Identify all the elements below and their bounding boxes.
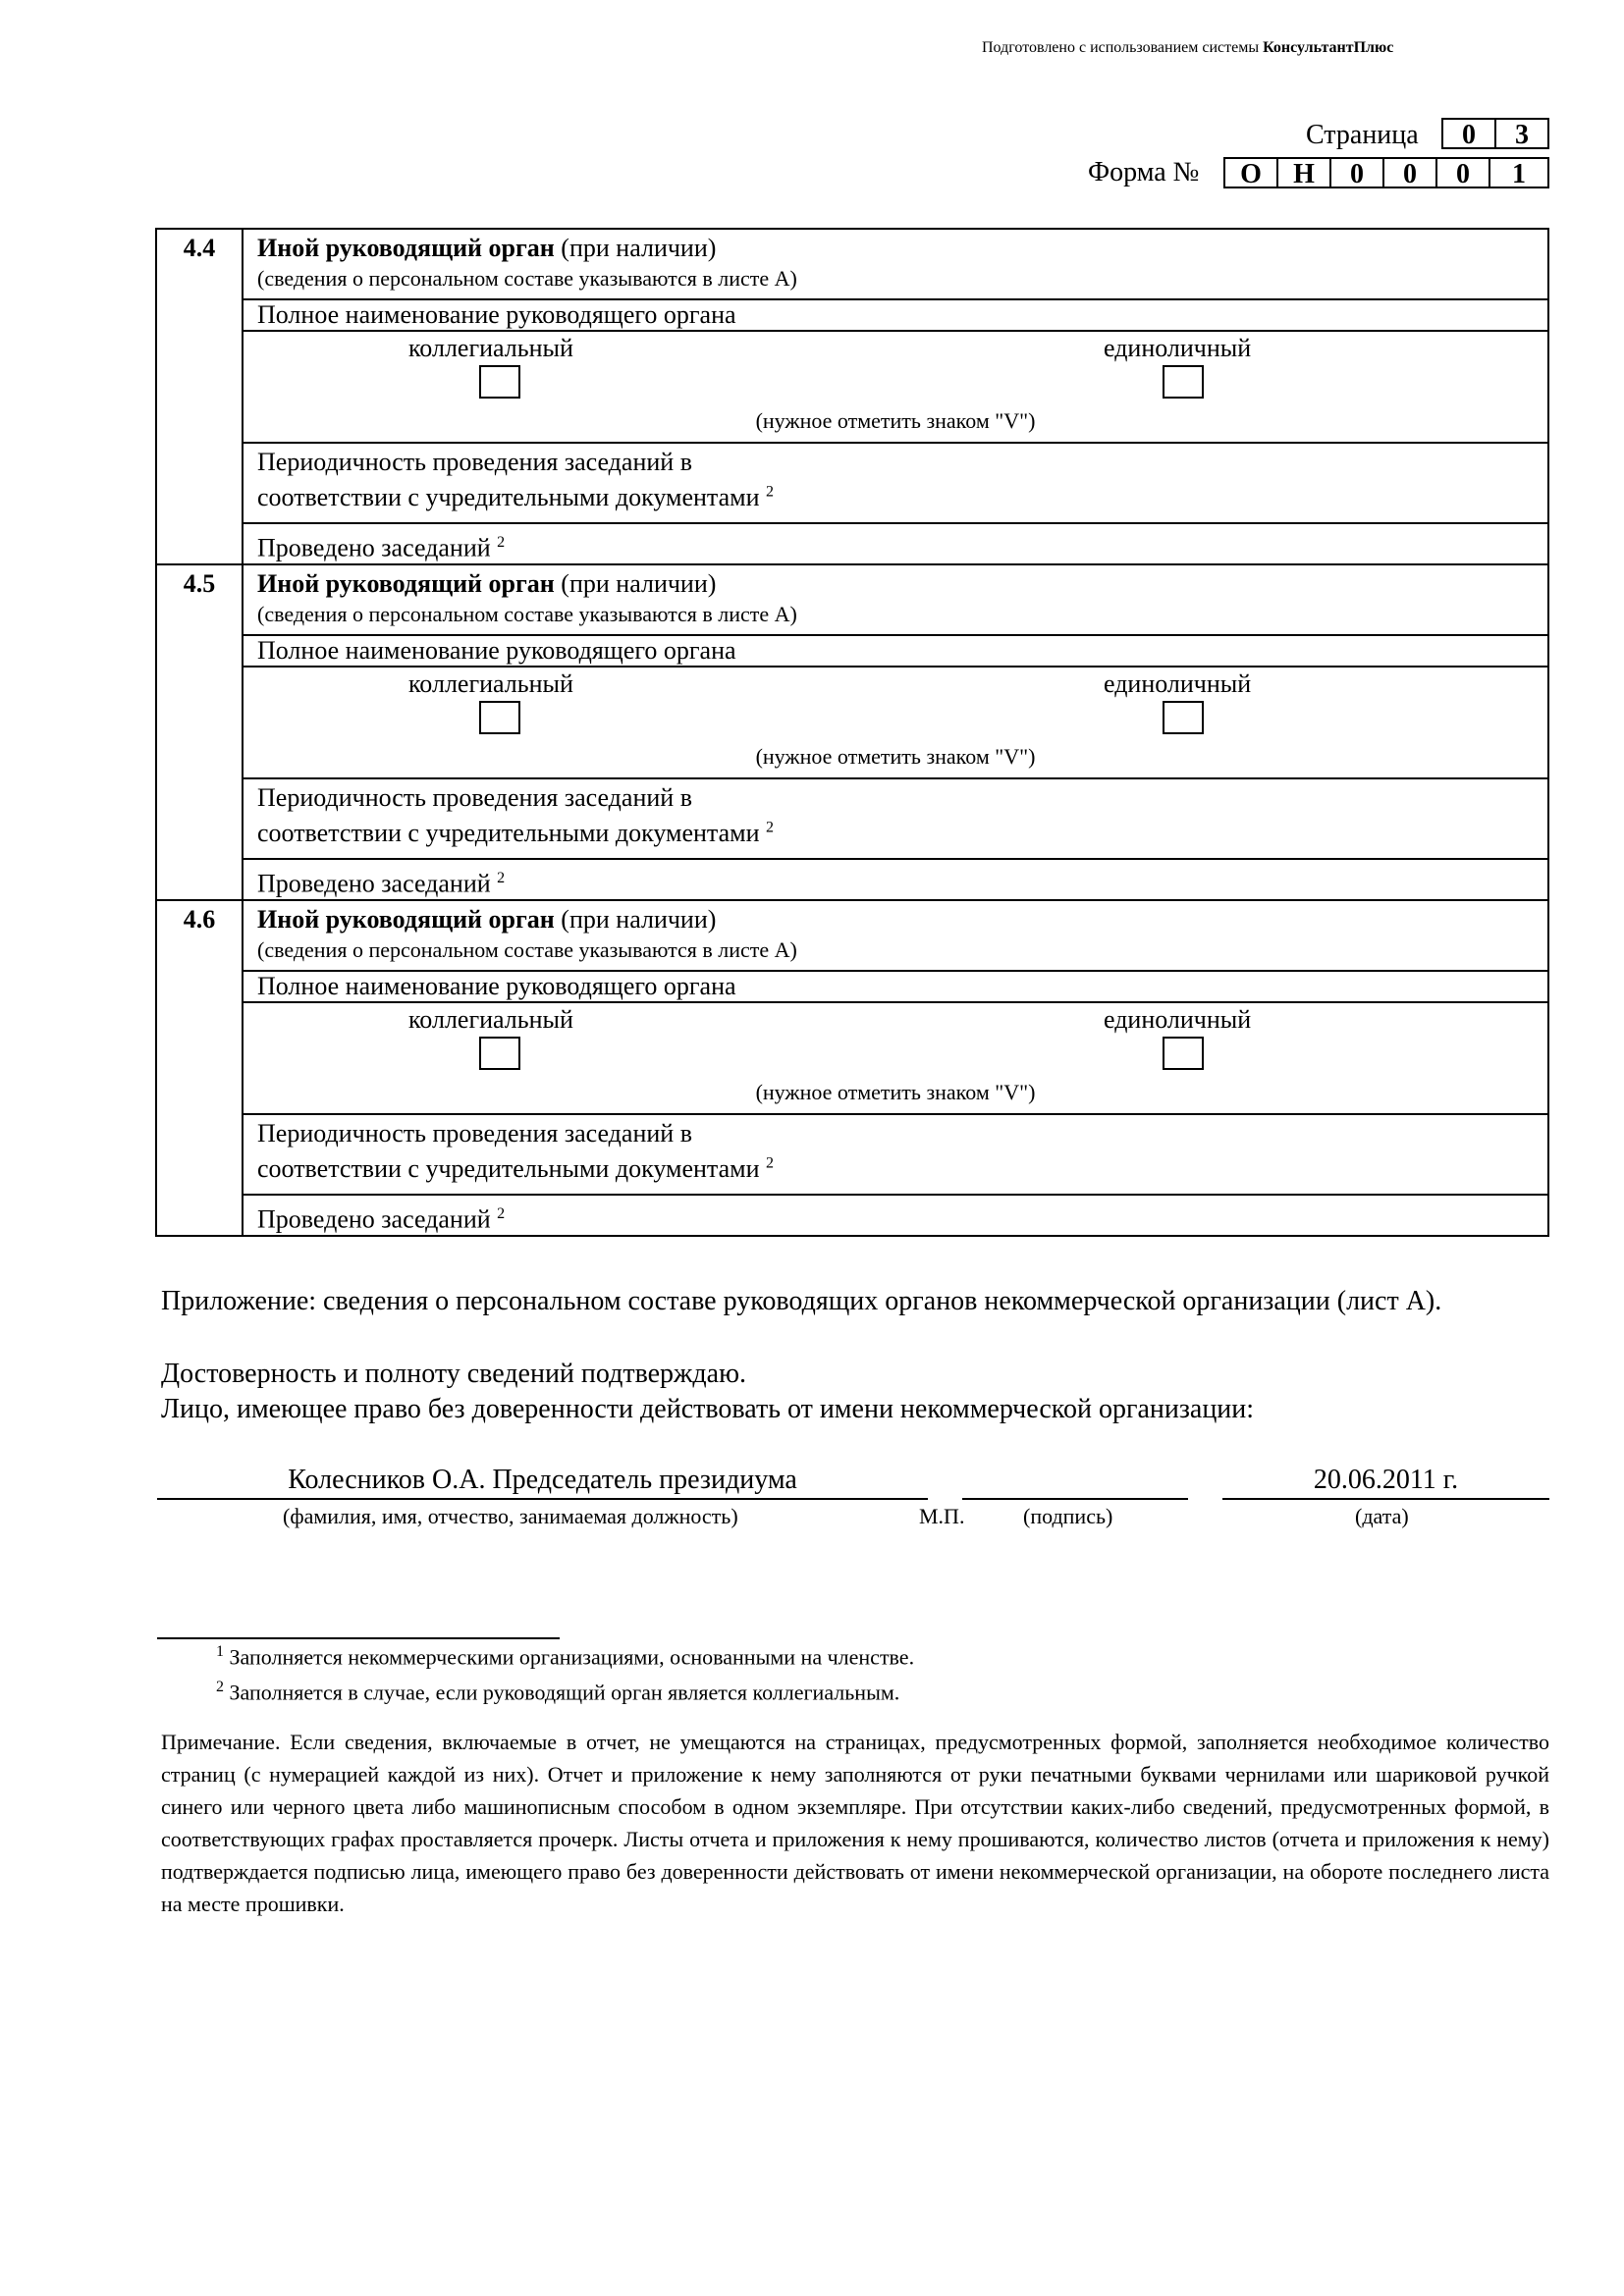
title-bold: Иной руководящий орган xyxy=(257,569,555,598)
held-label: Проведено заседаний xyxy=(257,869,491,898)
held-label: Проведено заседаний xyxy=(257,1204,491,1234)
full-name-field[interactable]: Полное наименование руководящего органа xyxy=(243,299,1548,331)
section-subtitle: (сведения о персональном составе указываются в листе А) xyxy=(257,937,797,962)
form-char-1: О xyxy=(1223,157,1278,188)
note-paragraph: Примечание. Если сведения, включаемые в отчет, не умещаются на страницах, предусмотренных формой, заполняется необходимое количество страниц (с нумерацией каждой из них). Отчет и приложение к нему заполняются от руки печатными буквами чернилами или шариковой ручкой синего или черного цвета либо машинописным способом в одном экземпляре. При отсутствии каких-либо сведений, предусмотренных формой, в соответствующих графах проставляется прочерк. Листы отчета и приложения к нему прошиваются, количество листов (отчета и приложения к нему) подтверждается подписью лица, имеющего право без доверенности действовать от имени некоммерческой организации, на обороте последнего листа на месте прошивки. xyxy=(161,1730,1549,1916)
period-line-1: Периодичность проведения заседаний в xyxy=(257,448,692,476)
section-title xyxy=(243,900,1548,971)
title-rest: (при наличии) xyxy=(554,905,717,934)
collegial-checkbox[interactable] xyxy=(479,701,520,734)
mp-caption: М.П. xyxy=(919,1504,965,1528)
title-rest: (при наличии) xyxy=(554,569,717,598)
section-number: 4.4 xyxy=(156,229,243,564)
meeting-periodicity-field[interactable] xyxy=(243,778,1548,859)
section-subtitle: (сведения о персональном составе указываются в листе А) xyxy=(257,266,797,291)
meeting-periodicity-field[interactable] xyxy=(243,1114,1548,1195)
form-char-5: 0 xyxy=(1435,157,1490,188)
name-line xyxy=(157,1498,928,1500)
date-line xyxy=(1222,1498,1549,1500)
date-caption: (дата) xyxy=(1355,1504,1409,1528)
form-char-3: 0 xyxy=(1329,157,1384,188)
period-line-1: Периодичность проведения заседаний в xyxy=(257,1119,692,1148)
type-choice xyxy=(243,667,1548,778)
confirm-line-1: Достоверность и полноту сведений подтверждаю. xyxy=(161,1359,746,1389)
title-rest: (при наличии) xyxy=(554,234,717,262)
full-name-field[interactable]: Полное наименование руководящего органа xyxy=(243,635,1548,667)
footnote-ref: 2 xyxy=(497,1205,506,1222)
full-name-field[interactable]: Полное наименование руководящего органа xyxy=(243,971,1548,1002)
form-char-6: 1 xyxy=(1489,157,1549,188)
signature-line[interactable] xyxy=(962,1498,1188,1500)
appendix-text: Приложение: сведения о персональном составе руководящих органов некоммерческой организации (лист А). xyxy=(161,1286,1442,1316)
signatory-name: Колесников О.А. Председатель президиума xyxy=(288,1465,797,1495)
type-choice xyxy=(243,1002,1548,1114)
date-value: 20.06.2011 г. xyxy=(1313,1465,1459,1495)
form-char-4: 0 xyxy=(1382,157,1437,188)
sole-checkbox[interactable] xyxy=(1163,365,1204,399)
type-choice xyxy=(243,331,1548,443)
footnote-text: Заполняется в случае, если руководящий орган является коллегиальным. xyxy=(229,1680,900,1705)
header-brand: КонсультантПлюс xyxy=(1263,39,1394,56)
footnote-ref: 2 xyxy=(766,819,774,836)
page-label: Страница xyxy=(1306,120,1419,150)
name-caption: (фамилия, имя, отчество, занимаемая должность) xyxy=(283,1504,738,1528)
footnote-text: Заполняется некоммерческими организациями, основанными на членстве. xyxy=(229,1644,915,1670)
section-number: 4.5 xyxy=(156,564,243,900)
period-line-1: Периодичность проведения заседаний в xyxy=(257,783,692,812)
section-title xyxy=(243,229,1548,299)
footnote-ref: 2 xyxy=(497,870,506,886)
section-number: 4.6 xyxy=(156,900,243,1236)
governing-bodies-table xyxy=(155,228,1549,1237)
form-char-2: Н xyxy=(1276,157,1331,188)
title-bold: Иной руководящий орган xyxy=(257,234,555,262)
mark-hint: (нужное отметить знаком "V") xyxy=(755,1080,1036,1104)
title-bold: Иной руководящий орган xyxy=(257,905,555,934)
collegial-label: коллегиальный xyxy=(408,669,573,698)
collegial-label: коллегиальный xyxy=(408,1005,573,1034)
page-digit-1: 0 xyxy=(1441,118,1496,149)
sole-checkbox[interactable] xyxy=(1163,1037,1204,1070)
period-line-2: соответствии с учредительными документами xyxy=(257,1154,760,1183)
meeting-periodicity-field[interactable] xyxy=(243,443,1548,523)
mark-hint: (нужное отметить знаком "V") xyxy=(755,744,1036,769)
page-digit-2: 3 xyxy=(1494,118,1549,149)
sole-label: единоличный xyxy=(1104,669,1252,698)
confirm-line-2: Лицо, имеющее право без доверенности действовать от имени некоммерческой организации: xyxy=(161,1394,1255,1424)
collegial-checkbox[interactable] xyxy=(479,1037,520,1070)
collegial-checkbox[interactable] xyxy=(479,365,520,399)
meetings-held-field[interactable] xyxy=(243,523,1548,564)
held-label: Проведено заседаний xyxy=(257,533,491,562)
footnote-ref: 2 xyxy=(766,1154,774,1172)
section-subtitle: (сведения о персональном составе указываются в листе А) xyxy=(257,602,797,626)
sole-label: единоличный xyxy=(1104,1005,1252,1034)
collegial-label: коллегиальный xyxy=(408,334,573,362)
footnote-number: 2 xyxy=(216,1679,224,1695)
sole-checkbox[interactable] xyxy=(1163,701,1204,734)
meetings-held-field[interactable] xyxy=(243,859,1548,900)
mark-hint: (нужное отметить знаком "V") xyxy=(755,408,1036,433)
footnote-ref: 2 xyxy=(766,483,774,501)
sole-label: единоличный xyxy=(1104,334,1252,362)
header-prefix: Подготовлено с использованием системы xyxy=(982,39,1260,56)
footnote-number: 1 xyxy=(216,1643,224,1660)
period-line-2: соответствии с учредительными документами xyxy=(257,819,760,847)
section-title xyxy=(243,564,1548,635)
footnote-2 xyxy=(216,1679,899,1705)
meetings-held-field[interactable] xyxy=(243,1195,1548,1236)
form-label: Форма № xyxy=(1088,157,1200,187)
signature-caption: (подпись) xyxy=(1023,1504,1113,1528)
period-line-2: соответствии с учредительными документами xyxy=(257,483,760,511)
footnote-ref: 2 xyxy=(497,534,506,551)
footnote-1 xyxy=(216,1643,914,1670)
consultant-header-note xyxy=(982,39,1393,57)
footnote-separator xyxy=(157,1637,560,1639)
